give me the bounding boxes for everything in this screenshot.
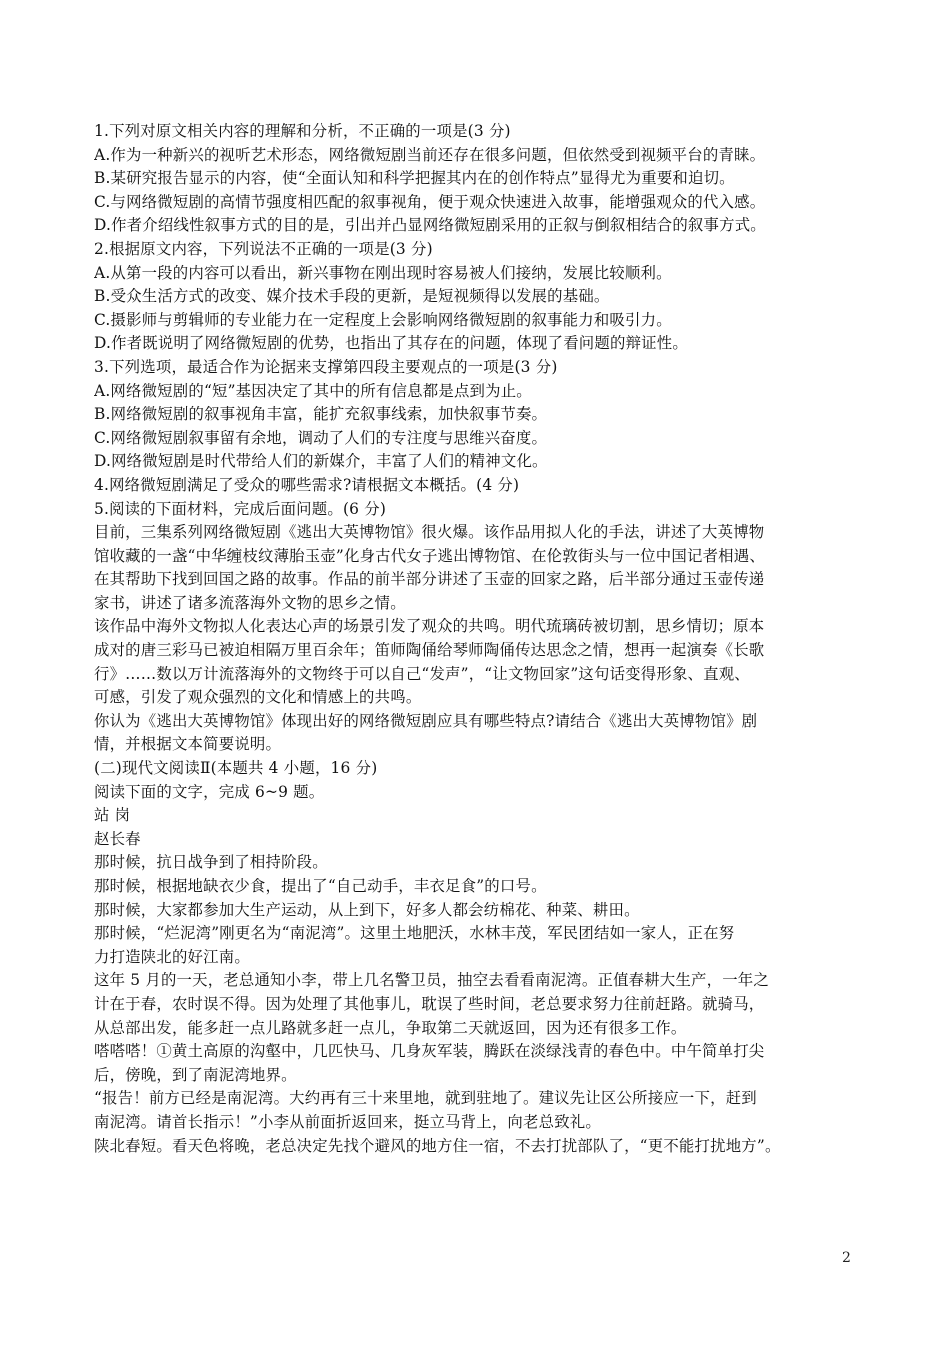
text-line: 赵长春	[94, 829, 141, 848]
text-line: C.摄影师与剪辑师的专业能力在一定程度上会影响网络微短剧的叙事能力和吸引力。	[94, 310, 672, 329]
text-line: D.网络微短剧是时代带给人们的新媒介，丰富了人们的精神文化。	[94, 452, 548, 471]
text-line: 计在于春，农时误不得。因为处理了其他事儿，耽误了些时间，老总要求努力往前赶路。就骑马，	[94, 994, 765, 1013]
text-line: 在其帮助下找到回国之路的故事。作品的前半部分讲述了玉壶的回家之路，后半部分通过玉壶传递	[94, 570, 765, 589]
text-line: 那时候，根据地缺衣少食，提出了“自己动手，丰衣足食”的口号。	[94, 877, 547, 895]
text-line: 馆收藏的一盏“中华缠枝纹薄胎玉壶”化身古代女子逃出博物馆、在伦敦街头与一位中国记者相遇、	[94, 546, 765, 565]
text-line: D.作者既说明了网络微短剧的优势，也指出了其存在的问题，体现了看问题的辩证性。	[94, 334, 688, 353]
text-line: 该作品中海外文物拟人化表达心声的场景引发了观众的共鸣。明代琉璃砖被切割，思乡情切；原本	[94, 617, 765, 636]
text-line: 那时候，大家都参加大生产运动，从上到下，好多人都会纺棉花、种菜、耕田。	[94, 900, 640, 919]
page-number: 2	[842, 1250, 851, 1266]
document-body	[94, 120, 862, 1158]
text-line: C.网络微短剧叙事留有余地，调动了人们的专注度与思维兴奋度。	[94, 428, 548, 447]
text-line: 2.根据原文内容，下列说法不正确的一项是(3 分)	[94, 239, 433, 258]
text-line: 3.下列选项，最适合作为论据来支撑第四段主要观点的一项是(3 分)	[94, 357, 558, 376]
text-line: 站 岗	[94, 806, 131, 825]
text-line: 目前，三集系列网络微短剧《逃出大英博物馆》很火爆。该作品用拟人化的手法，讲述了大英博物	[94, 523, 765, 542]
text-line: 家书，讲述了诸多流落海外文物的思乡之情。	[94, 593, 406, 612]
text-line: 1.下列对原文相关内容的理解和分析，不正确的一项是(3 分)	[94, 122, 511, 140]
text-line: 力打造陕北的好江南。	[94, 947, 250, 966]
text-line: 成对的唐三彩马已被迫相隔万里百余年；笛师陶俑给琴师陶俑传达思念之情，想再一起演奏《长歌	[94, 641, 765, 660]
text-line: 南泥湾。请首长指示！”小李从前面折返回来，挺立马背上，向老总致礼。	[94, 1112, 601, 1131]
text-line: 阅读下面的文字，完成 6~9 题。	[94, 782, 325, 801]
text-line: 那时候，抗日战争到了相持阶段。	[94, 853, 328, 872]
text-line: B.某研究报告显示的内容，使“全面认知和科学把握其内在的创作特点”显得尤为重要和迫切。	[94, 169, 735, 188]
text-line: D.作者介绍线性叙事方式的目的是，引出并凸显网络微短剧采用的正叙与倒叙相结合的叙事方式。	[94, 216, 766, 235]
text-line: 5.阅读的下面材料，完成后面问题。(6 分)	[94, 499, 387, 518]
text-line: 嗒嗒嗒！①黄土高原的沟壑中，几匹快马、几身灰军装，腾跃在淡绿浅青的春色中。中午简单打尖	[94, 1042, 765, 1061]
text-line: 行》……数以万计流落海外的文物终于可以自己“发声”，“让文物回家”这句话变得形象、直观、	[94, 664, 750, 683]
text-line: B.受众生活方式的改变、媒介技术手段的更新，是短视频得以发展的基础。	[94, 287, 610, 306]
text-line: B.网络微短剧的叙事视角丰富，能扩充叙事线索，加快叙事节奏。	[94, 405, 548, 424]
text-line: A.网络微短剧的“短”基因决定了其中的所有信息都是点到为止。	[94, 381, 532, 400]
text-line: (二)现代文阅读Ⅱ(本题共 4 小题，16 分)	[94, 759, 378, 778]
text-line: C.与网络微短剧的高情节强度相匹配的叙事视角，便于观众快速进入故事，能增强观众的代入感。	[94, 192, 766, 211]
text-line: 可感，引发了观众强烈的文化和情感上的共鸣。	[94, 688, 422, 707]
text-line: 4.网络微短剧满足了受众的哪些需求?请根据文本概括。(4 分)	[94, 475, 520, 494]
text-line: 陕北春短。看天色将晚，老总决定先找个避风的地方住一宿，不去打扰部队了，“更不能打扰地方”。	[94, 1136, 781, 1155]
text-line: “报告！前方已经是南泥湾。大约再有三十来里地，就到驻地了。建议先让区公所接应一下，赶到	[94, 1089, 757, 1108]
text-line: 这年 5 月的一天，老总通知小李，带上几名警卫员，抽空去看看南泥湾。正值春耕大生产，一年之	[94, 971, 769, 990]
text-line: 后，傍晚，到了南泥湾地界。	[94, 1065, 297, 1084]
text-line: 情，并根据文本简要说明。	[94, 735, 282, 754]
text-line: A.作为一种新兴的视听艺术形态，网络微短剧当前还存在很多问题，但依然受到视频平台的青睐。	[94, 145, 766, 164]
text-line: A.从第一段的内容可以看出，新兴事物在刚出现时容易被人们接纳，发展比较顺利。	[94, 263, 672, 282]
text-line: 那时候，“烂泥湾”刚更名为“南泥湾”。这里土地肥沃，水林丰茂，军民团结如一家人，正在努	[94, 924, 735, 943]
text-line: 你认为《逃出大英博物馆》体现出好的网络微短剧应具有哪些特点?请结合《逃出大英博物馆》剧	[94, 711, 758, 730]
text-line: 从总部出发，能多赶一点儿路就多赶一点儿，争取第二天就返回，因为还有很多工作。	[94, 1018, 687, 1037]
